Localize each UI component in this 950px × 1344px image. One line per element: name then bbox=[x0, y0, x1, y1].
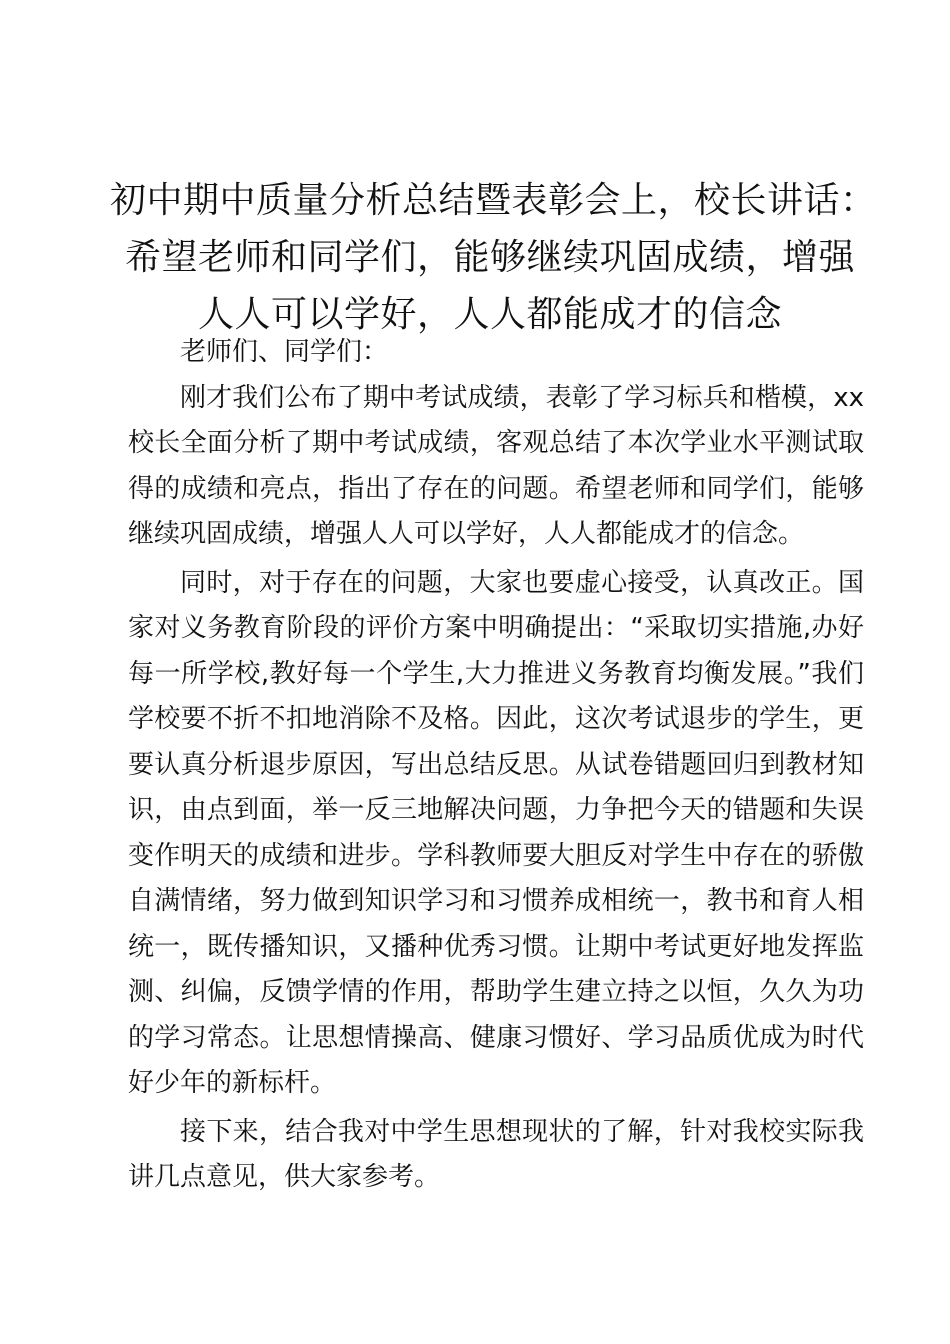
document-title bbox=[110, 172, 877, 343]
title-line: 人人可以学好，人人都能成才的信念 bbox=[197, 294, 782, 335]
paragraph: 刚才我们公布了期中考试成绩，表彰了学习标兵和楷模，xx校长全面分析了期中考试成绩，客观总结了本次学业水平测试取得的成绩和亮点，指出了存在的问题。希望老师和同学们，能够继续巩固成绩，增强人人可以学好，人人都能成才的信念。 bbox=[128, 382, 864, 549]
title-line: 初中期中质量分析总结暨表彰会上，校长讲话： bbox=[110, 180, 877, 221]
paragraph: 接下来，结合我对中学生思想现状的了解，针对我校实际我讲几点意见，供大家参考。 bbox=[128, 1116, 864, 1192]
greeting: 老师们、同学们： bbox=[180, 337, 389, 367]
title-line: 希望老师和同学们，能够继续巩固成绩，增强 bbox=[124, 237, 855, 278]
document-body bbox=[128, 330, 864, 1201]
paragraph: 同时，对于存在的问题，大家也要虚心接受，认真改正。国家对义务教育阶段的评价方案中明确提出：“采取切实措施,办好每一所学校,教好每一个学生,大力推进义务教育均衡发展。”我们学校要不折不扣地消除不及格。因此，这次考试退步的学生，更要认真分析退步原因，写出总结反思。从试卷错题回归到教材知识，由点到面，举一反三地解决问题，力争把今天的错题和失误变作明天的成绩和进步。学科教师要大胆反对学生中存在的骄傲自满情绪，努力做到知识学习和习惯养成相统一，教书和育人相统一，既传播知识，又播种优秀习惯。让期中考试更好地发挥监测、纠偏，反馈学情的作用，帮助学生建立持之以恒，久久为功的学习常态。让思想情操高、健康习惯好、学习品质优成为时代好少年的新标杆。 bbox=[128, 567, 864, 1098]
